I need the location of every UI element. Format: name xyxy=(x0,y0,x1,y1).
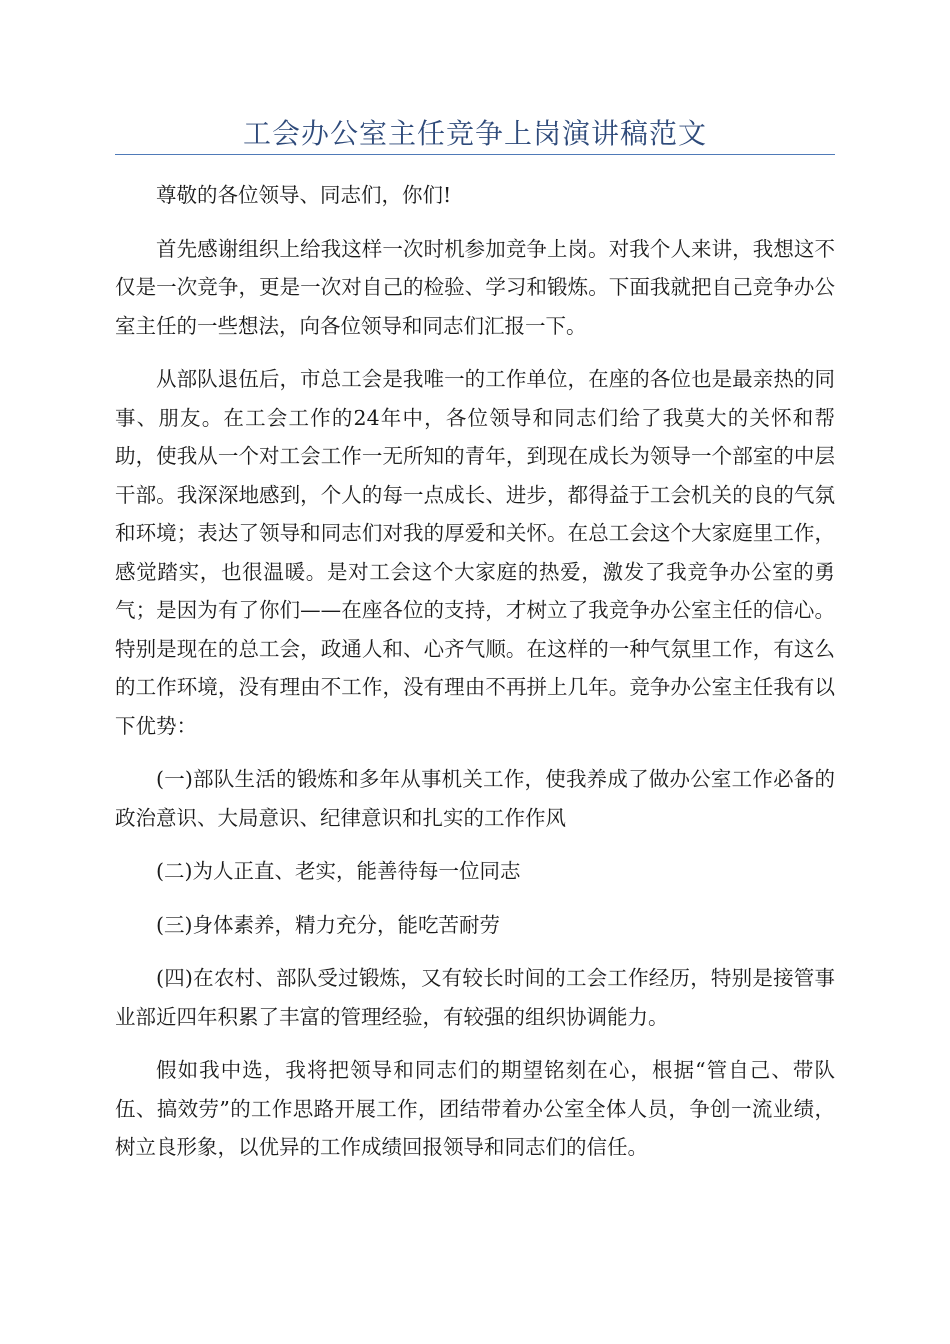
paragraph-closing: 假如我中选，我将把领导和同志们的期望铭刻在心，根据“管自己、带队伍、搞效劳”的工作思路开展工作，团结带着办公室全体人员，争创一流业绩，树立良形象，以优异的工作成绩回报领导和同志们的信任。 xyxy=(115,1058,835,1159)
paragraph-intro: 首先感谢组织上给我这样一次时机参加竞争上岗。对我个人来讲，我想这不仅是一次竞争，更是一次对自己的检验、学习和锻炼。下面我就把自己竞争办公室主任的一些想法，向各位领导和同志们汇报一下。 xyxy=(115,236,835,338)
paragraph-background: 从部队退伍后，市总工会是我唯一的工作单位，在座的各位也是最亲热的同事、朋友。在工会工作的24年中，各位领导和同志们给了我莫大的关怀和帮助，使我从一个对工会工作一无所知的青年，到现在成长为领导一个部室的中层干部。我深深地感到，个人的每一点成长、进步，都得益于工会机关的良的气氛和环境；表达了领导和同志们对我的厚爱和关怀。在总工会这个大家庭里工作，感觉踏实，也很温暖。是对工会这个大家庭的热爱，激发了我竞争办公室的勇气；是因为有了你们——在座各位的支持，才树立了我竞争办公室主任的信心。特别是现在的总工会，政通人和、心齐气顺。在这样的一种气氛里工作，有这么的工作环境，没有理由不工作，没有理由不再拼上几年。竞争办公室主任我有以下优势： xyxy=(115,367,835,738)
paragraph-greeting: 尊敬的各位领导、同志们，你们! xyxy=(156,183,452,207)
paragraph-advantage-2: (二)为人正直、老实，能善待每一位同志 xyxy=(156,859,521,883)
title-underline xyxy=(115,154,835,155)
paragraph-advantage-1: (一)部队生活的锻炼和多年从事机关工作，使我养成了做办公室工作必备的政治意识、大局意识、纪律意识和扎实的工作作风 xyxy=(115,767,835,830)
paragraph-advantage-3: (三)身体素养，精力充分，能吃苦耐劳 xyxy=(156,912,500,937)
document-body xyxy=(115,176,835,1182)
document-title: 工会办公室主任竞争上岗演讲稿范文 xyxy=(242,117,707,150)
paragraph-advantage-4: (四)在农村、部队受过锻炼，又有较长时间的工会工作经历，特别是接管事业部近四年积累了丰富的管理经验，有较强的组织协调能力。 xyxy=(115,966,835,1029)
